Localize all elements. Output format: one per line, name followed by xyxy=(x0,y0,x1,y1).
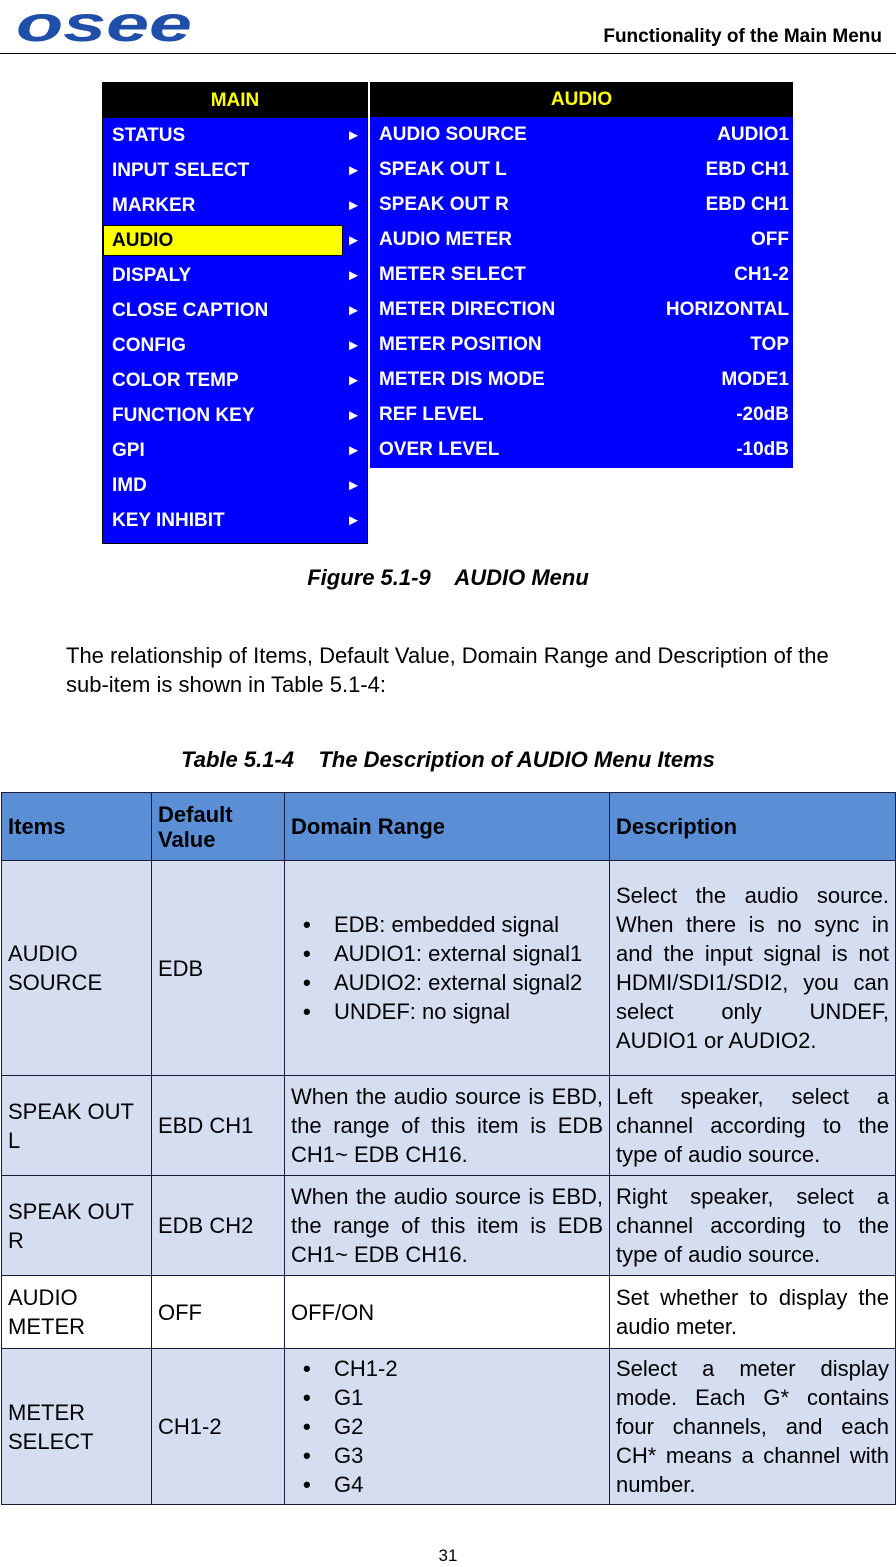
menu-item-label: CLOSE CAPTION xyxy=(112,300,269,321)
list-item: • G2 xyxy=(291,1412,603,1441)
menu-item-label: AUDIO xyxy=(112,230,174,251)
submenu-arrow-icon: ► xyxy=(346,337,361,354)
audio-menu-item-ref-level[interactable] xyxy=(370,397,793,432)
main-menu-item-gpi[interactable] xyxy=(103,433,367,468)
menu-item-label: IMD xyxy=(112,475,147,496)
menu-item-label: DISPALY xyxy=(112,265,192,286)
menu-item-label: FUNCTION KEY xyxy=(112,405,255,426)
audio-menu-item-meter-position[interactable] xyxy=(370,327,793,362)
list-item: • G4 xyxy=(291,1470,603,1499)
cell-description: Select the audio source. When there is no sync in and the input signal is not HDMI/SDI1/SDI2, you can select only UNDEF, AUDIO1 or AUDIO2. xyxy=(610,861,896,1076)
table-row xyxy=(2,1349,896,1505)
submenu-arrow-icon: ► xyxy=(346,162,361,179)
main-menu-item-key-inhibit[interactable] xyxy=(103,503,367,538)
cell-description: Right speaker, select a channel according to the type of audio source. xyxy=(610,1176,896,1276)
page-header-title: Functionality of the Main Menu xyxy=(603,26,882,47)
submenu-arrow-icon: ► xyxy=(346,302,361,319)
list-item: • CH1-2 xyxy=(291,1354,603,1383)
audio-menu-title: AUDIO xyxy=(370,82,793,117)
audio-menu-item-audio-source[interactable] xyxy=(370,117,793,152)
audio-menu-item-speak-out-r[interactable] xyxy=(370,187,793,222)
main-menu-item-input-select[interactable] xyxy=(103,153,367,188)
submenu-arrow-icon: ► xyxy=(346,512,361,529)
cell-range: When the audio source is EBD, the range of this item is EDB CH1~ EDB CH16. xyxy=(285,1076,610,1176)
audio-menu-item-meter-dis-mode[interactable] xyxy=(370,362,793,397)
table-caption: Table 5.1-4 The Description of AUDIO Menu Items xyxy=(181,747,715,772)
list-item: • UNDEF: no signal xyxy=(291,997,603,1026)
submenu-arrow-icon: ► xyxy=(346,372,361,389)
table-row xyxy=(2,1176,896,1276)
menu-item-label: SPEAK OUT R xyxy=(379,194,509,215)
cell-default: CH1-2 xyxy=(152,1349,285,1505)
main-menu-title: MAIN xyxy=(103,83,367,118)
range-list xyxy=(291,1354,603,1499)
menu-item-value: CH1-2 xyxy=(734,264,789,285)
menu-item-value: EBD CH1 xyxy=(705,159,789,180)
menu-item-label: INPUT SELECT xyxy=(112,160,250,181)
menu-item-value: HORIZONTAL xyxy=(665,299,789,320)
cell-description: Set whether to display the audio meter. xyxy=(610,1276,896,1349)
main-menu-item-close-caption[interactable] xyxy=(103,293,367,328)
menu-item-label: AUDIO SOURCE xyxy=(379,124,527,145)
cell-description: Left speaker, select a channel according to the type of audio source. xyxy=(610,1076,896,1176)
main-menu-item-function-key[interactable] xyxy=(103,398,367,433)
menu-item-label: REF LEVEL xyxy=(379,404,484,425)
submenu-arrow-icon: ► xyxy=(346,197,361,214)
header-default-value: Default Value xyxy=(152,793,285,861)
list-item: • AUDIO2: external signal2 xyxy=(291,968,603,997)
header-divider xyxy=(0,53,896,54)
audio-menu-item-speak-out-l[interactable] xyxy=(370,152,793,187)
cell-item: METER SELECT xyxy=(2,1349,152,1505)
menu-item-label: GPI xyxy=(112,440,145,461)
cell-range xyxy=(285,1349,610,1505)
menu-item-value: OFF xyxy=(751,229,789,250)
menu-item-value: AUDIO1 xyxy=(717,124,789,145)
main-menu-item-status[interactable] xyxy=(103,118,367,153)
audio-menu-panel xyxy=(370,82,793,468)
cell-item: SPEAK OUT L xyxy=(2,1076,152,1176)
cell-default: EDB xyxy=(152,861,285,1076)
menu-item-label: CONFIG xyxy=(112,335,186,356)
list-item: • AUDIO1: external signal1 xyxy=(291,939,603,968)
menu-item-label: METER POSITION xyxy=(379,334,542,355)
list-item: • G3 xyxy=(291,1441,603,1470)
audio-menu-item-meter-direction[interactable] xyxy=(370,292,793,327)
cell-description: Select a meter display mode. Each G* contains four channels, and each CH* means a channel with number. xyxy=(610,1349,896,1505)
menu-item-label: METER DIS MODE xyxy=(379,369,545,390)
osee-logo xyxy=(14,3,196,46)
main-menu-item-dispaly[interactable] xyxy=(103,258,367,293)
menu-item-label: COLOR TEMP xyxy=(112,370,239,391)
main-menu-item-color-temp[interactable] xyxy=(103,363,367,398)
menu-item-value: TOP xyxy=(750,334,789,355)
menu-item-label: METER DIRECTION xyxy=(379,299,556,320)
menu-item-value: -10dB xyxy=(736,439,789,460)
main-menu-item-config[interactable] xyxy=(103,328,367,363)
main-menu-item-imd[interactable] xyxy=(103,468,367,503)
header-domain-range: Domain Range xyxy=(285,793,610,861)
cell-default: EDB CH2 xyxy=(152,1176,285,1276)
table-row xyxy=(2,1276,896,1349)
menu-item-value: MODE1 xyxy=(721,369,789,390)
cell-default: EBD CH1 xyxy=(152,1076,285,1176)
menu-item-label: OVER LEVEL xyxy=(379,439,500,460)
table-row xyxy=(2,861,896,1076)
submenu-arrow-icon: ► xyxy=(346,477,361,494)
cell-range: OFF/ON xyxy=(285,1276,610,1349)
table-header-row xyxy=(2,793,896,861)
cell-default: OFF xyxy=(152,1276,285,1349)
list-item: • EDB: embedded signal xyxy=(291,910,603,939)
submenu-arrow-icon: ► xyxy=(346,442,361,459)
page-number: 31 xyxy=(438,1546,458,1565)
submenu-arrow-icon: ► xyxy=(346,267,361,284)
audio-menu-item-meter-select[interactable] xyxy=(370,257,793,292)
cell-range: When the audio source is EBD, the range of this item is EDB CH1~ EDB CH16. xyxy=(285,1176,610,1276)
list-item: • G1 xyxy=(291,1383,603,1412)
figure-caption: Figure 5.1-9 AUDIO Menu xyxy=(307,565,589,590)
cell-item: SPEAK OUT R xyxy=(2,1176,152,1276)
table-row xyxy=(2,1076,896,1176)
audio-menu-item-audio-meter[interactable] xyxy=(370,222,793,257)
range-list xyxy=(291,910,603,1026)
submenu-arrow-icon: ► xyxy=(346,127,361,144)
cell-range xyxy=(285,861,610,1076)
audio-menu-item-over-level[interactable] xyxy=(370,432,793,467)
main-menu-item-audio[interactable] xyxy=(103,223,367,258)
menu-item-label: STATUS xyxy=(112,125,186,146)
body-paragraph: The relationship of Items, Default Value, Domain Range and Description of the sub-item is shown in Table 5.1-4: xyxy=(66,643,829,697)
audio-menu-items-table xyxy=(1,792,896,1505)
menu-item-label: METER SELECT xyxy=(379,264,526,285)
menu-item-value: EBD CH1 xyxy=(705,194,789,215)
submenu-arrow-icon: ► xyxy=(346,407,361,424)
menu-item-label: SPEAK OUT L xyxy=(379,159,507,180)
header-description: Description xyxy=(610,793,896,861)
header-items: Items xyxy=(2,793,152,861)
menu-item-value: -20dB xyxy=(736,404,789,425)
submenu-arrow-icon: ► xyxy=(346,232,361,249)
logo-text: osee xyxy=(16,3,192,46)
cell-item: AUDIO METER xyxy=(2,1276,152,1349)
cell-item: AUDIO SOURCE xyxy=(2,861,152,1076)
menu-item-label: AUDIO METER xyxy=(379,229,512,250)
main-menu-item-marker[interactable] xyxy=(103,188,367,223)
menu-item-label: KEY INHIBIT xyxy=(112,510,225,531)
menu-item-label: MARKER xyxy=(112,195,196,216)
main-menu-panel xyxy=(102,82,368,544)
